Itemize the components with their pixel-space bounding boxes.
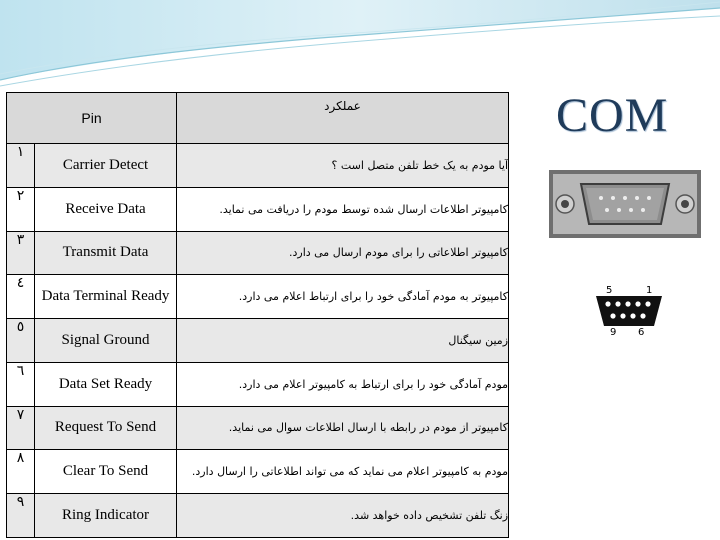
pin-function-table: [6, 92, 509, 538]
signal-name: Transmit Data: [35, 231, 177, 275]
table-row: [7, 362, 509, 406]
table-row: [7, 494, 509, 538]
pin-number: ٤: [7, 275, 35, 319]
pin-number: ۷: [7, 406, 35, 450]
signal-description: کامپیوتر اطلاعات ارسال شده توسط مودم را دریافت می نماید.: [177, 187, 509, 231]
signal-name: Request To Send: [35, 406, 177, 450]
table-row: [7, 275, 509, 319]
table-row: [7, 450, 509, 494]
slide-title: COM: [556, 89, 669, 142]
header-function: عملکرد: [177, 93, 509, 144]
signal-name: Clear To Send: [35, 450, 177, 494]
signal-name: Data Terminal Ready: [35, 275, 177, 319]
pin-number: ۲: [7, 187, 35, 231]
table-row: [7, 144, 509, 188]
pin-number: ۸: [7, 450, 35, 494]
pin-number: ٦: [7, 362, 35, 406]
table-row: [7, 406, 509, 450]
signal-name: Data Set Ready: [35, 362, 177, 406]
pin-number: ۹: [7, 494, 35, 538]
signal-description: کامپیوتر به مودم آمادگی خود را برای ارتباط اعلام می دارد.: [177, 275, 509, 319]
signal-description: کامپیوتر اطلاعاتی را برای مودم ارسال می دارد.: [177, 231, 509, 275]
pin-label-1: 1: [646, 285, 653, 296]
signal-description: مودم به کامپیوتر اعلام می نماید که می تواند اطلاعاتی را ارسال دارد.: [177, 450, 509, 494]
table-row: [7, 319, 509, 363]
pin-label-9: 9: [610, 327, 617, 338]
table-row: [7, 231, 509, 275]
signal-name: Carrier Detect: [35, 144, 177, 188]
signal-name: Signal Ground: [35, 319, 177, 363]
db9-pinout-icon: [592, 282, 666, 338]
signal-description: مودم آمادگی خود را برای ارتباط به کامپیوتر اعلام می دارد.: [177, 362, 509, 406]
pin-number: ٥: [7, 319, 35, 363]
pin-label-5: 5: [606, 285, 613, 296]
header-wave-decoration: [0, 0, 720, 90]
signal-description: آیا مودم به یک خط تلفن متصل است ؟: [177, 144, 509, 188]
signal-description: زنگ تلفن تشخیص داده خواهد شد.: [177, 494, 509, 538]
pin-number: ۱: [7, 144, 35, 188]
signal-description: کامپیوتر از مودم در رابطه با ارسال اطلاعات سوال می نماید.: [177, 406, 509, 450]
table-header-row: [7, 93, 509, 144]
signal-name: Ring Indicator: [35, 494, 177, 538]
db9-connector-icon: [549, 170, 701, 238]
table-row: [7, 187, 509, 231]
header-pin: Pin: [7, 93, 177, 144]
signal-description: زمین سیگنال: [177, 319, 509, 363]
pin-label-6: 6: [638, 327, 645, 338]
signal-name: Receive Data: [35, 187, 177, 231]
pin-number: ۳: [7, 231, 35, 275]
